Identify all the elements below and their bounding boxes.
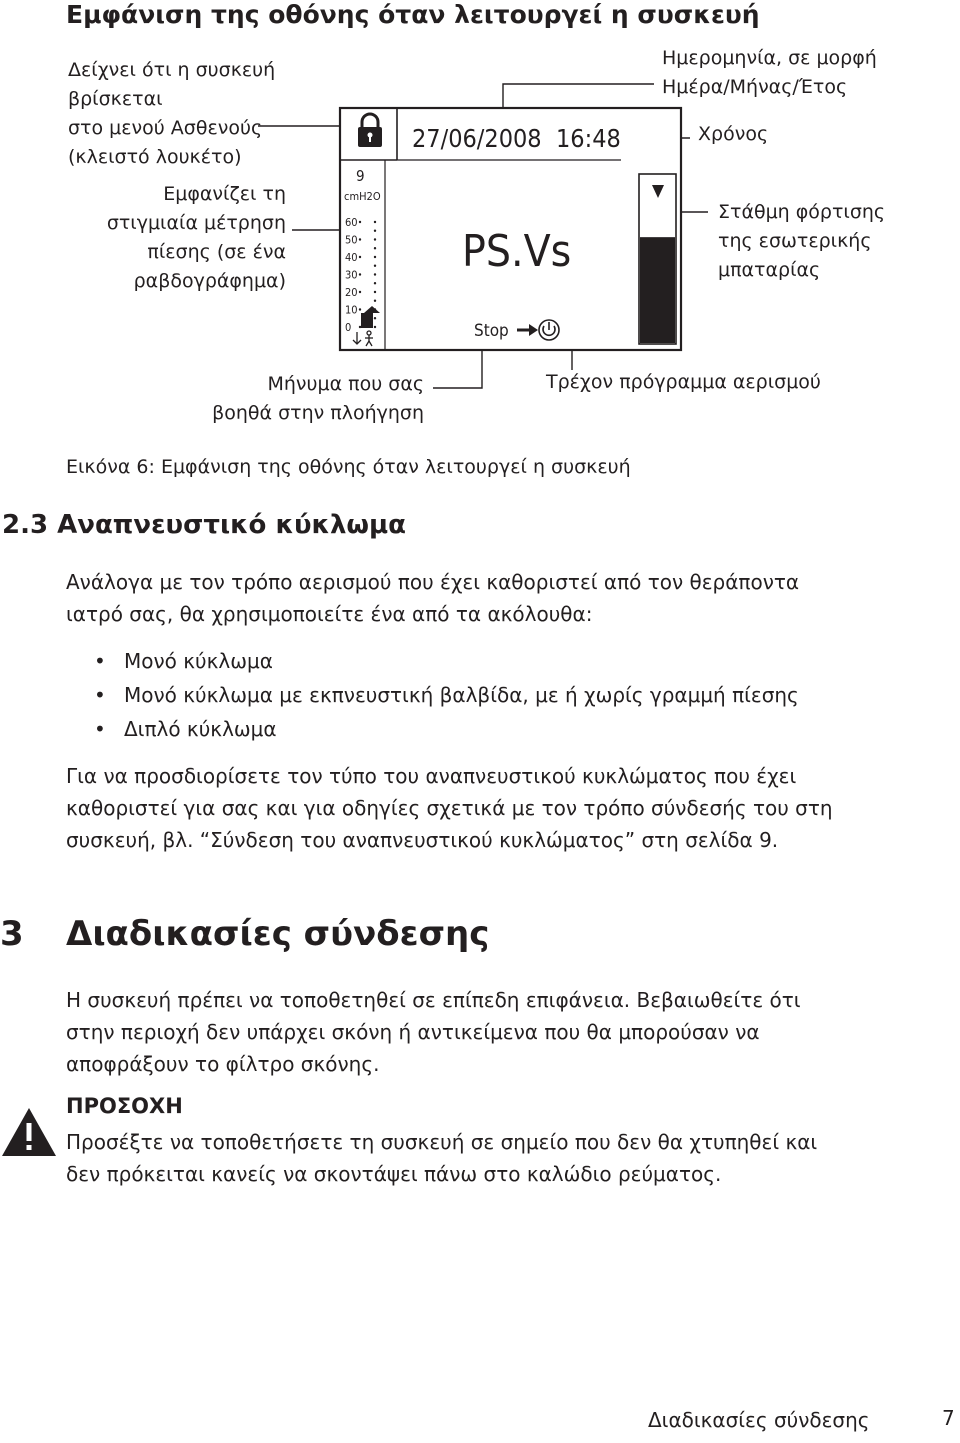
scale-dot — [374, 317, 376, 319]
intro-line-1: Ανάλογα με τον τρόπο αερισμού που έχει καθοριστεί από τον θεράποντα — [66, 570, 800, 594]
callout-pressure-line-4: ραβδογράφημα) — [133, 270, 286, 292]
text-line-1: Η συσκευή πρέπει να τοποθετηθεί σε επίπεδη επιφάνεια. Βεβαιωθείτε ότι — [66, 988, 801, 1012]
callout-time: Χρόνος — [698, 123, 769, 145]
scale-tick — [359, 291, 361, 293]
scale-dot — [374, 265, 376, 267]
scale-label: 30 — [345, 268, 358, 282]
warning-line-2: δεν πρόκειται κανείς να σκοντάψει πάνω στο καλώδιο ρεύματος. — [66, 1162, 722, 1186]
text-line-2: στην περιοχή δεν υπάρχει σκόνη ή αντικείμενα που θα μπορούσαν να — [66, 1020, 760, 1044]
scale-dot — [374, 291, 376, 293]
pressure-unit: cmH2O — [344, 190, 381, 203]
intro-line-2: ιατρό σας, θα χρησιμοποιείτε ένα από τα ακόλουθα: — [66, 602, 593, 626]
callout-lock-line-2: στο μενού Ασθενούς — [68, 117, 263, 139]
warning-title: ΠΡΟΣΟΧΗ — [66, 1094, 183, 1118]
callout-pressure-line-2: στιγμιαία μέτρηση — [106, 212, 286, 234]
warning-icon — [0, 1106, 58, 1158]
scale-dot — [374, 247, 376, 249]
bullet: • — [94, 683, 106, 707]
figure-caption: Εικόνα 6: Εμφάνιση της οθόνης όταν λειτουργεί η συσκευή — [66, 456, 631, 478]
scale-dot — [374, 256, 376, 258]
callout-pressure-line-3: πίεσης (σε ένα — [147, 241, 286, 263]
screen-message: Stop — [474, 321, 509, 341]
list-item-text: Μονό κύκλωμα — [124, 649, 273, 673]
ventilation-mode: PS.Vs — [462, 226, 572, 277]
text-line-3: αποφράξουν το φίλτρο σκόνης. — [66, 1052, 380, 1076]
scale-tick — [359, 273, 361, 275]
callout-battery-line-3: μπαταρίας — [718, 259, 821, 281]
scale-dot — [374, 273, 376, 275]
figure-title: Εμφάνιση της οθόνης όταν λειτουργεί η συσκευή — [66, 0, 760, 29]
scale-label: 50 — [345, 233, 358, 247]
scale-dot — [374, 238, 376, 240]
battery-gauge — [639, 174, 676, 344]
section-2-3-outro — [66, 760, 946, 856]
callout-battery-line-2: της εσωτερικής — [718, 230, 872, 252]
screen-time: 16:48 — [556, 124, 621, 153]
warning-line-1: Προσέξτε να τοποθετήσετε τη συσκευή σε σημείο που δεν θα χτυπηθεί και — [66, 1130, 818, 1154]
footer-section-title: Διαδικασίες σύνδεσης — [648, 1408, 870, 1432]
callout-program: Τρέχον πρόγραμμα αερισμού — [546, 371, 821, 393]
scale-tick — [359, 238, 361, 240]
scale-label: 10 — [345, 303, 358, 317]
callout-lock-line-3: (κλειστό λουκέτο) — [68, 146, 242, 168]
scale-dot — [374, 300, 376, 302]
section-2-3-intro — [66, 566, 946, 630]
scale-label: 60 — [345, 216, 358, 229]
callout-date-line-2: Ημέρα/Μήνας/Έτος — [662, 76, 848, 98]
outro-line-3: συσκευή, βλ. “Σύνδεση του αναπνευστικού κυκλώματος” στη σελίδα 9. — [66, 828, 779, 852]
circuit-list — [94, 645, 944, 747]
warning-text — [66, 1126, 946, 1190]
scale-dot — [374, 326, 376, 328]
bullet: • — [94, 649, 106, 673]
scale-label: 20 — [345, 286, 358, 299]
list-item — [94, 645, 944, 679]
section-3-text — [66, 984, 946, 1080]
list-item — [94, 679, 944, 713]
battery-fill — [640, 237, 675, 343]
screen-date: 27/06/2008 — [412, 124, 542, 153]
callout-date-line-1: Ημερομηνία, σε μορφή — [662, 47, 877, 69]
outro-line-1: Για να προσδιορίσετε τον τύπο του αναπνευστικού κυκλώματος που έχει — [66, 764, 797, 788]
scale-tick — [359, 256, 361, 258]
section-2-3-heading: 2.3 Αναπνευστικό κύκλωμα — [2, 510, 407, 540]
scale-dot — [374, 221, 376, 223]
callout-navigation-line-2: βοηθά στην πλοήγηση — [212, 402, 424, 424]
list-item-text: Μονό κύκλωμα με εκπνευστική βαλβίδα, με ή χωρίς γραμμή πίεσης — [124, 683, 799, 707]
scale-tick — [359, 221, 361, 223]
section-3-title: Διαδικασίες σύνδεσης — [66, 914, 490, 954]
scale-label: 0 — [345, 321, 352, 334]
section-3-number: 3 — [0, 914, 24, 954]
callout-battery-line-1: Στάθμη φόρτισης — [718, 201, 886, 223]
bullet: • — [94, 717, 106, 741]
scale-tick — [359, 308, 361, 310]
page-number: 7 — [942, 1406, 955, 1430]
pressure-value: 9 — [356, 167, 365, 185]
list-item — [94, 713, 944, 747]
scale-dot — [374, 282, 376, 284]
scale-label: 40 — [345, 251, 358, 264]
callout-lock-line-1: Δείχνει ότι η συσκευή βρίσκεται — [68, 59, 276, 110]
scale-dot — [374, 230, 376, 232]
device-screen-diagram — [0, 0, 960, 470]
scale-tick — [359, 326, 361, 328]
callout-navigation-line-1: Μήνυμα που σας — [267, 373, 424, 395]
list-item-text: Διπλό κύκλωμα — [124, 717, 277, 741]
outro-line-2: καθοριστεί για σας και για οδηγίες σχετικά με τον τρόπο σύνδεσής του στη — [66, 796, 833, 820]
callout-pressure-line-1: Εμφανίζει τη — [163, 183, 286, 205]
